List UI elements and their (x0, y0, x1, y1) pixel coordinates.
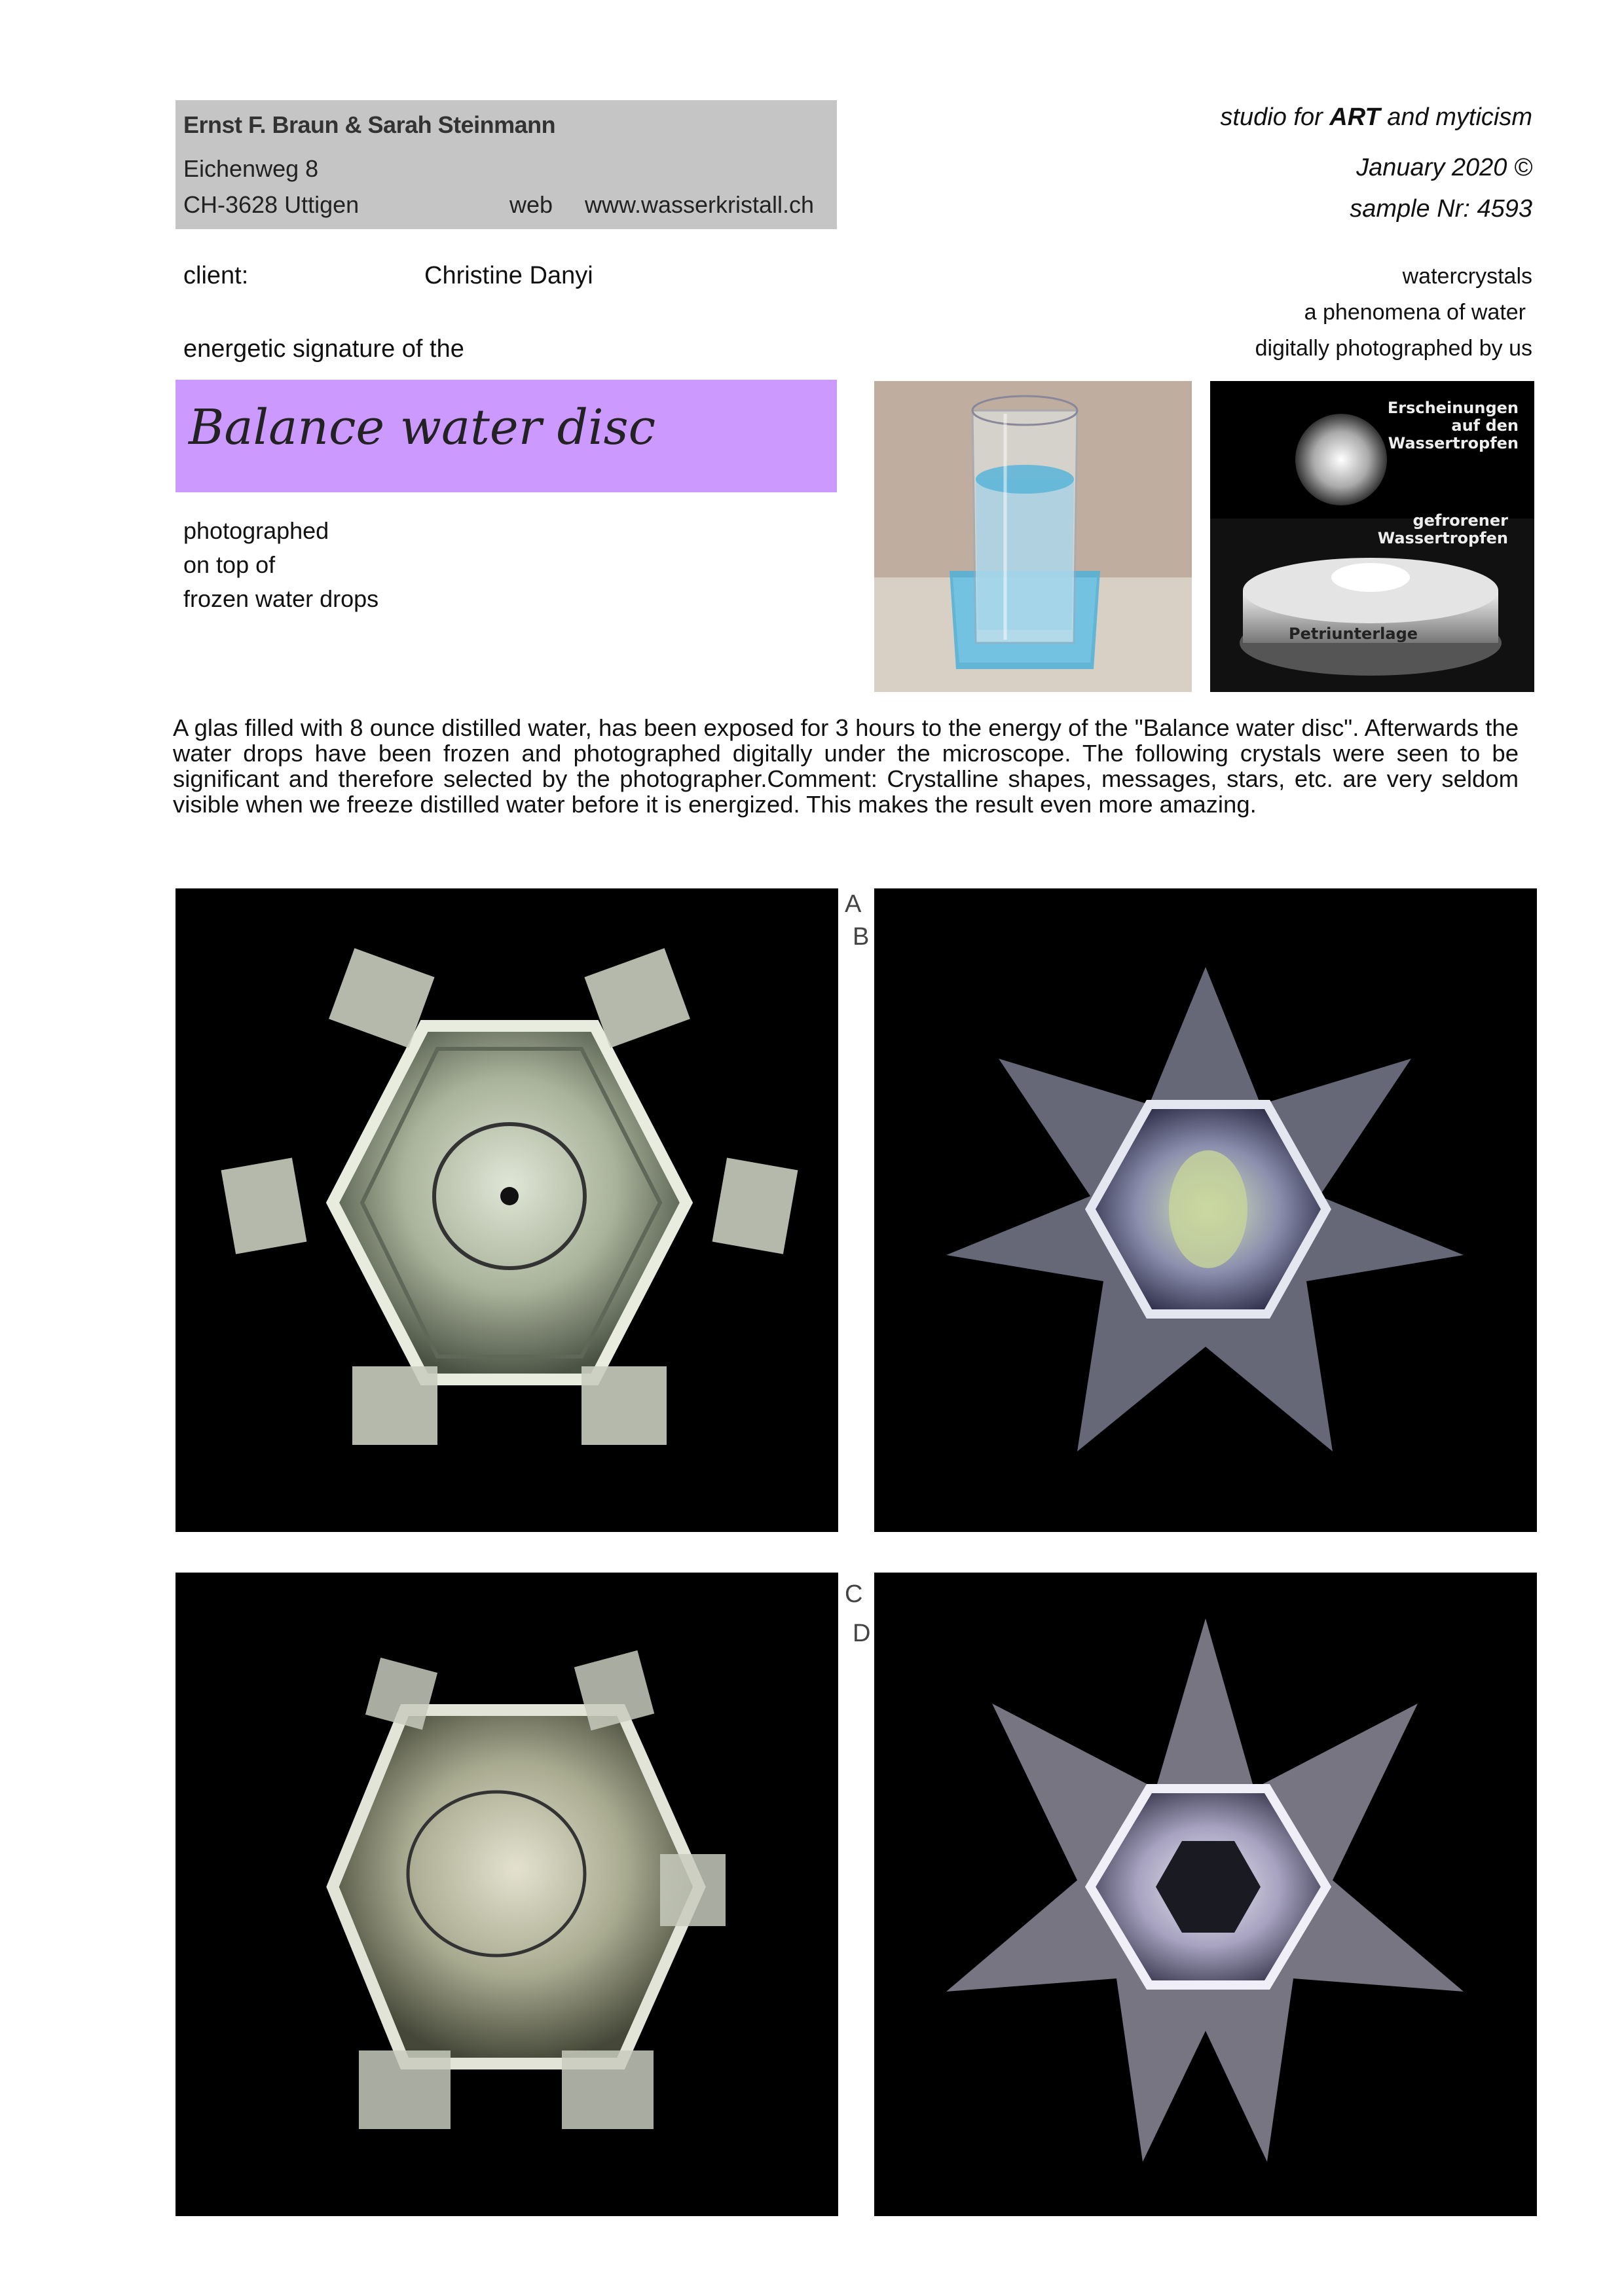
method-line-3: frozen water drops (183, 585, 379, 612)
drop-caption-1-line-3: Wassertropfen (1388, 434, 1519, 452)
drop-caption-1-line-1: Erscheinungen (1387, 399, 1519, 417)
drop-photo (1210, 381, 1534, 692)
method-line-1: photographed (183, 517, 329, 544)
studio-art: ART (1329, 103, 1380, 131)
client-name: Christine Danyi (424, 262, 593, 289)
crystal-photo-c (175, 1573, 838, 2216)
drop-caption-1-line-2: auf den (1451, 416, 1519, 435)
studio-line (1220, 103, 1532, 132)
crystal-d-illustration (874, 1573, 1537, 2216)
crystal-a-illustration (175, 888, 838, 1532)
drop-caption-2 (1378, 512, 1508, 547)
studio-prefix: studio for (1220, 103, 1330, 131)
page-title: Balance water disc (189, 399, 656, 456)
tagline-2: a phenomena of water (1304, 300, 1526, 325)
studio-suffix: and myticism (1380, 103, 1532, 131)
crystal-photo-b (874, 888, 1537, 1532)
sample-number: sample Nr: 4593 (1350, 195, 1532, 223)
crystal-b-illustration (874, 888, 1537, 1532)
address-street: Eichenweg 8 (183, 155, 319, 182)
crystal-label-c: C (845, 1580, 863, 1608)
crystal-c-illustration (175, 1573, 838, 2216)
drop-caption-2-line-1: gefrorener (1412, 511, 1508, 530)
drop-caption-3: Petriunterlage (1289, 625, 1418, 643)
client-label: client: (183, 262, 249, 289)
crystal-label-b: B (853, 923, 870, 951)
signature-label: energetic signature of the (183, 335, 464, 363)
glass-illustration (874, 381, 1192, 692)
author-names: Ernst F. Braun & Sarah Steinmann (183, 111, 556, 138)
tagline-1: watercrystals (1402, 264, 1532, 289)
crystal-label-a: A (845, 890, 862, 918)
description: A glas filled with 8 ounce distilled water, has been exposed for 3 hours to the energy of the "Balance water disc". Afterwards the water drops have been frozen and photographed digitally under the microscope. The following crystals were seen to be significant and therefore selected by the photographer.Comment: Crystalline shapes, messages, stars, etc. are very seldom visible when we freeze distilled water before it is energized. This makes the result even more amazing. (173, 714, 1519, 818)
date: January 2020 © (1356, 154, 1532, 181)
address-city: CH-3628 Uttigen (183, 191, 360, 218)
crystal-photo-d (874, 1573, 1537, 2216)
glass-photo (874, 381, 1192, 692)
method-line-2: on top of (183, 551, 276, 578)
crystal-label-d: D (853, 1620, 871, 1647)
tagline-3: digitally photographed by us (1255, 336, 1532, 361)
crystal-photo-a (175, 888, 838, 1532)
drop-caption-1 (1388, 399, 1519, 452)
web-link[interactable]: www.wasserkristall.ch (585, 191, 815, 218)
drop-caption-2-line-2: Wassertropfen (1377, 529, 1508, 547)
web-label: web (509, 191, 553, 218)
